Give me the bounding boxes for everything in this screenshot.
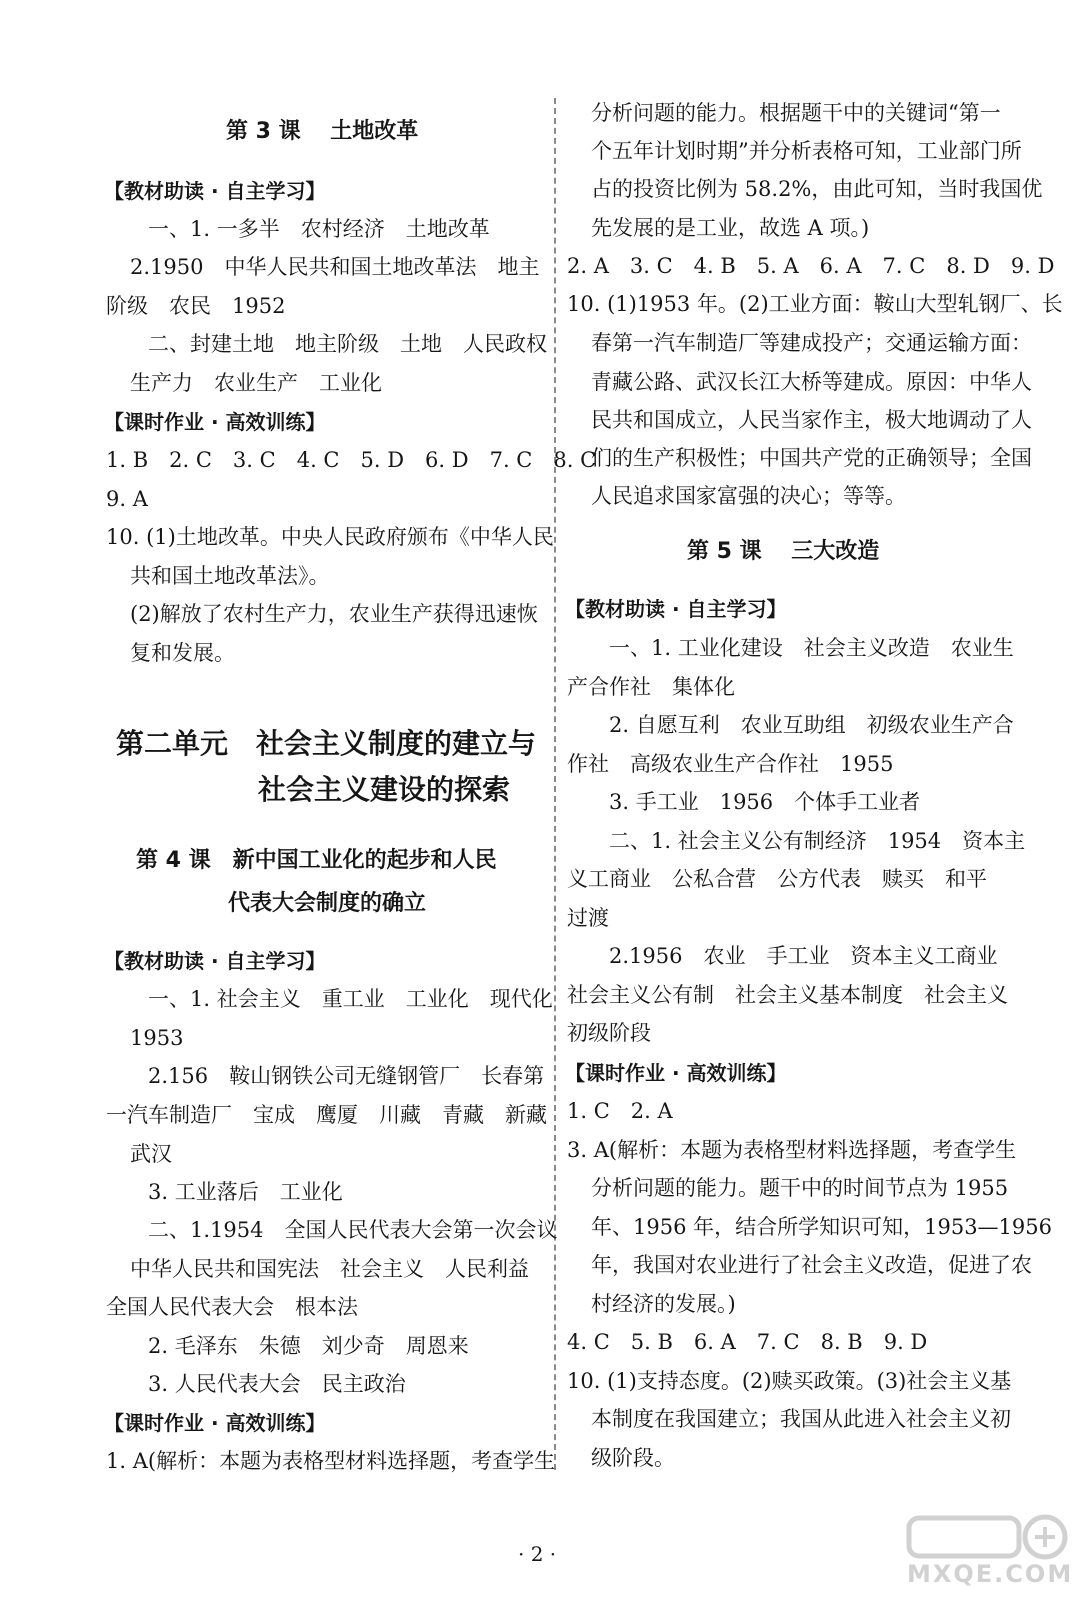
section-heading-homework: 【课时作业 · 高效训练】	[565, 1061, 787, 1085]
answer-line: 春第一汽车制造厂等建成投产；交通运输方面：	[591, 331, 1032, 355]
answer-line: 2.1956 农业 手工业 资本主义工商业	[609, 944, 998, 968]
answer-line: 10. (1)1953 年。(2)工业方面：鞍山大型轧钢厂、长	[567, 292, 1063, 316]
answer-line: 个五年计划时期”并分析表格可知，工业部门所	[591, 139, 1022, 163]
watermark-text: MXQE.COM	[907, 1560, 1074, 1588]
lesson-4-title-line-1: 第 4 课 新中国工业化的起步和人民	[136, 848, 497, 873]
answer-line: 占的投资比例为 58.2%，由此可知，当时我国优	[591, 177, 1043, 201]
unit-title-line-1: 第二单元 社会主义制度的建立与	[116, 727, 537, 760]
answer-line: 2.1950 中华人民共和国土地改革法 地主	[130, 255, 540, 279]
answer-line: 2.156 鞍山钢铁公司无缝钢管厂 长春第	[148, 1064, 545, 1088]
answer-line: 村经济的发展。)	[591, 1292, 736, 1316]
answer-line: 3. 手工业 1956 个体手工业者	[609, 790, 921, 814]
lesson-3-title: 第 3 课 土地改革	[226, 119, 419, 144]
page-number: · 2 ·	[518, 1542, 557, 1566]
answer-line: 先发展的是工业，故选 A 项。)	[591, 216, 870, 240]
answer-line: 全国人民代表大会 根本法	[106, 1295, 358, 1319]
watermark-emblem-icon	[905, 1512, 1075, 1562]
answer-line: 分析问题的能力。题干中的时间节点为 1955	[591, 1176, 1009, 1200]
answer-line: 本制度在我国建立；我国从此进入社会主义初	[591, 1407, 1011, 1431]
answer-line: 民共和国成立，人民当家作主，极大地调动了人	[591, 408, 1032, 432]
answer-line: 二、1.1954 全国人民代表大会第一次会议	[148, 1218, 558, 1242]
answer-line: 2. A 3. C 4. B 5. A 6. A 7. C 8. D 9. D	[567, 254, 1055, 278]
answer-line: 3. 人民代表大会 民主政治	[148, 1372, 406, 1396]
answer-line: 产合作社 集体化	[567, 675, 735, 699]
answer-line: 3. 工业落后 工业化	[148, 1180, 343, 1204]
answer-line: 社会主义公有制 社会主义基本制度 社会主义	[567, 983, 1008, 1007]
answer-line: (2)解放了农村生产力，农业生产获得迅速恢	[130, 602, 538, 626]
answer-line: 共和国土地改革法》。	[130, 564, 330, 588]
answer-line: 9. A	[106, 487, 148, 511]
answer-line: 阶级 农民 1952	[106, 294, 286, 318]
answer-line: 4. C 5. B 6. A 7. C 8. B 9. D	[567, 1330, 928, 1354]
answer-line: 二、1. 社会主义公有制经济 1954 资本主	[609, 829, 1026, 853]
answer-line: 生产力 农业生产 工业化	[130, 371, 382, 395]
answer-line: 3. A(解析：本题为表格型材料选择题，考查学生	[567, 1138, 1017, 1162]
answer-line: 作社 高级农业生产合作社 1955	[567, 752, 894, 776]
answer-line: 一汽车制造厂 宝成 鹰厦 川藏 青藏 新藏	[106, 1103, 547, 1127]
answer-line: 青藏公路、武汉长江大桥等建成。原因：中华人	[591, 370, 1032, 394]
answer-line: 义工商业 公私合营 公方代表 赎买 和平	[567, 867, 987, 891]
answer-line: 级阶段。	[591, 1446, 675, 1470]
answer-line: 一、1. 社会主义 重工业 工业化 现代化	[148, 987, 553, 1011]
answer-line: 人民追求国家富强的决心；等等。	[591, 484, 906, 508]
answer-line: 分析问题的能力。根据题干中的关键词“第一	[591, 101, 1001, 125]
answer-line: 中华人民共和国宪法 社会主义 人民利益	[130, 1257, 529, 1281]
section-heading-study: 【教材助读 · 自主学习】	[565, 597, 787, 621]
answer-line: 复和发展。	[130, 641, 235, 665]
answer-line: 2. 自愿互利 农业互助组 初级农业生产合	[609, 713, 1014, 737]
answer-line: 一、1. 工业化建设 社会主义改造 农业生	[609, 636, 1014, 660]
answer-line: 10. (1)土地改革。中央人民政府颁布《中华人民	[106, 525, 554, 549]
unit-title-line-2: 社会主义建设的探索	[258, 773, 511, 806]
watermark-logo	[905, 1512, 1075, 1592]
answer-line: 一、1. 一多半 农村经济 土地改革	[148, 217, 490, 241]
column-divider	[554, 98, 556, 1470]
answer-line: 初级阶段	[567, 1021, 651, 1045]
lesson-4-title-line-2: 代表大会制度的确立	[228, 891, 427, 916]
answer-line: 1953	[130, 1026, 184, 1050]
section-heading-study: 【教材助读 · 自主学习】	[104, 949, 326, 973]
answer-line: 1. B 2. C 3. C 4. C 5. D 6. D 7. C 8. C	[106, 448, 597, 472]
answer-line: 武汉	[130, 1142, 172, 1166]
lesson-5-title: 第 5 课 三大改造	[687, 539, 880, 564]
answer-line: 2. 毛泽东 朱德 刘少奇 周恩来	[148, 1334, 469, 1358]
section-heading-homework: 【课时作业 · 高效训练】	[104, 410, 326, 434]
answer-line: 10. (1)支持态度。(2)赎买政策。(3)社会主义基	[567, 1369, 1012, 1393]
answer-line: 们的生产积极性；中国共产党的正确领导；全国	[591, 446, 1032, 470]
section-heading-study: 【教材助读 · 自主学习】	[104, 179, 326, 203]
answer-line: 年、1956 年，结合所学知识可知，1953—1956	[591, 1215, 1053, 1239]
section-heading-homework: 【课时作业 · 高效训练】	[104, 1411, 326, 1435]
answer-line: 二、封建土地 地主阶级 土地 人民政权	[148, 332, 547, 356]
answer-line: 年，我国对农业进行了社会主义改造，促进了农	[591, 1253, 1032, 1277]
answer-line: 1. A(解析：本题为表格型材料选择题，考查学生	[106, 1449, 556, 1473]
answer-line: 过渡	[567, 906, 609, 930]
answer-line: 1. C 2. A	[567, 1099, 673, 1123]
